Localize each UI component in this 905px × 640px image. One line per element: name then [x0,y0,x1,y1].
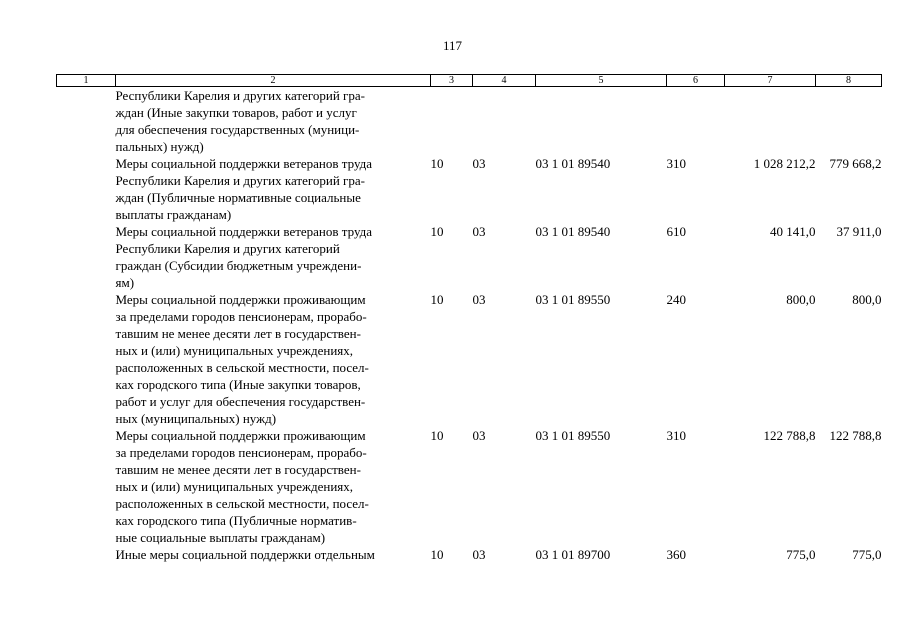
expense-type-cell: 310 [666,428,686,443]
column-header: 7 [725,75,816,87]
amount-col8-cell: 122 788,8 [829,428,882,443]
table-row [57,155,882,223]
column-header: 4 [473,75,536,87]
expense-name-cell: Меры социальной поддержки проживающим за пределами городов пенсионерам, прорабо- тавшим не менее десяти лет в государствен- ных и (или) муниципальных учреждениях, расположенных в сельской местности, посел- ках городского типа (Публичные норматив- ные социальные выплаты гражданам) [115,428,369,545]
table-row [57,87,882,156]
blank-cell [57,223,116,291]
amount-col8-cell: 800,0 [852,292,882,307]
subsection-cell: 03 [472,428,486,443]
expense-type-cell: 360 [666,547,686,562]
target-article-cell: 03 1 01 89550 [535,428,611,443]
subsection-cell: 03 [472,547,486,562]
page-number: 117 [442,38,463,53]
column-header: 1 [57,75,116,87]
blank-cell [57,291,116,427]
subsection-cell [473,87,536,156]
target-article-cell: 03 1 01 89540 [535,224,611,239]
section-cell: 10 [430,428,444,443]
expense-name-cell: Меры социальной поддержки проживающим за пределами городов пенсионерам, прорабо- тавшим не менее десяти лет в государствен- ных и (или) муниципальных учреждениях, расположенных в сельской местности, посел- ках городского типа (Иные закупки товаров, работ и услуг для обеспечения государствен- ных (муниципальных) нужд) [115,292,369,426]
subsection-cell: 03 [472,156,486,171]
expense-type-cell: 310 [666,156,686,171]
section-cell [431,87,473,156]
amount-col8-cell: 779 668,2 [829,156,882,171]
section-cell: 10 [430,547,444,562]
column-header: 3 [431,75,473,87]
section-cell: 10 [430,292,444,307]
table-row [57,546,882,563]
column-number-header [57,75,882,87]
amount-col8-cell: 775,0 [852,547,882,562]
blank-cell [57,427,116,546]
column-header: 2 [116,75,431,87]
expense-name-cell: Республики Карелия и других категорий гра- ждан (Иные закупки товаров, работ и услуг для обеспечения государственных (муници- пальных) нужд) [115,88,365,154]
amount-col7-cell: 1 028 212,2 [753,156,816,171]
amount-col7-cell: 775,0 [786,547,816,562]
column-header: 6 [667,75,725,87]
target-article-cell: 03 1 01 89540 [535,156,611,171]
amount-col7-cell: 40 141,0 [770,224,816,239]
budget-table [56,74,882,563]
amount-col8-cell [816,87,882,156]
column-header: 8 [816,75,882,87]
column-header: 5 [536,75,667,87]
amount-col7-cell: 122 788,8 [763,428,816,443]
expense-name-cell: Меры социальной поддержки ветеранов труда Республики Карелия и других категорий граждан (Субсидии бюджетным учреждени- ям) [115,224,373,290]
amount-col8-cell: 37 911,0 [836,224,882,239]
expense-type-cell: 610 [666,224,686,239]
target-article-cell: 03 1 01 89700 [535,547,611,562]
blank-cell [57,87,116,156]
target-article-cell: 03 1 01 89550 [535,292,611,307]
subsection-cell: 03 [472,292,486,307]
expense-type-cell: 240 [666,292,686,307]
subsection-cell: 03 [472,224,486,239]
table-row [57,291,882,427]
section-cell: 10 [430,156,444,171]
expense-name-cell: Иные меры социальной поддержки отдельным [115,547,375,562]
section-cell: 10 [430,224,444,239]
blank-cell [57,155,116,223]
expense-name-cell: Меры социальной поддержки ветеранов труда Республики Карелия и других категорий гра- ждан (Публичные нормативные социальные выплаты гражданам) [115,156,373,222]
amount-col7-cell: 800,0 [786,292,816,307]
amount-col7-cell [725,87,816,156]
target-article-cell [536,87,667,156]
table-row [57,427,882,546]
table-row [57,223,882,291]
blank-cell [57,546,116,563]
expense-type-cell [667,87,725,156]
